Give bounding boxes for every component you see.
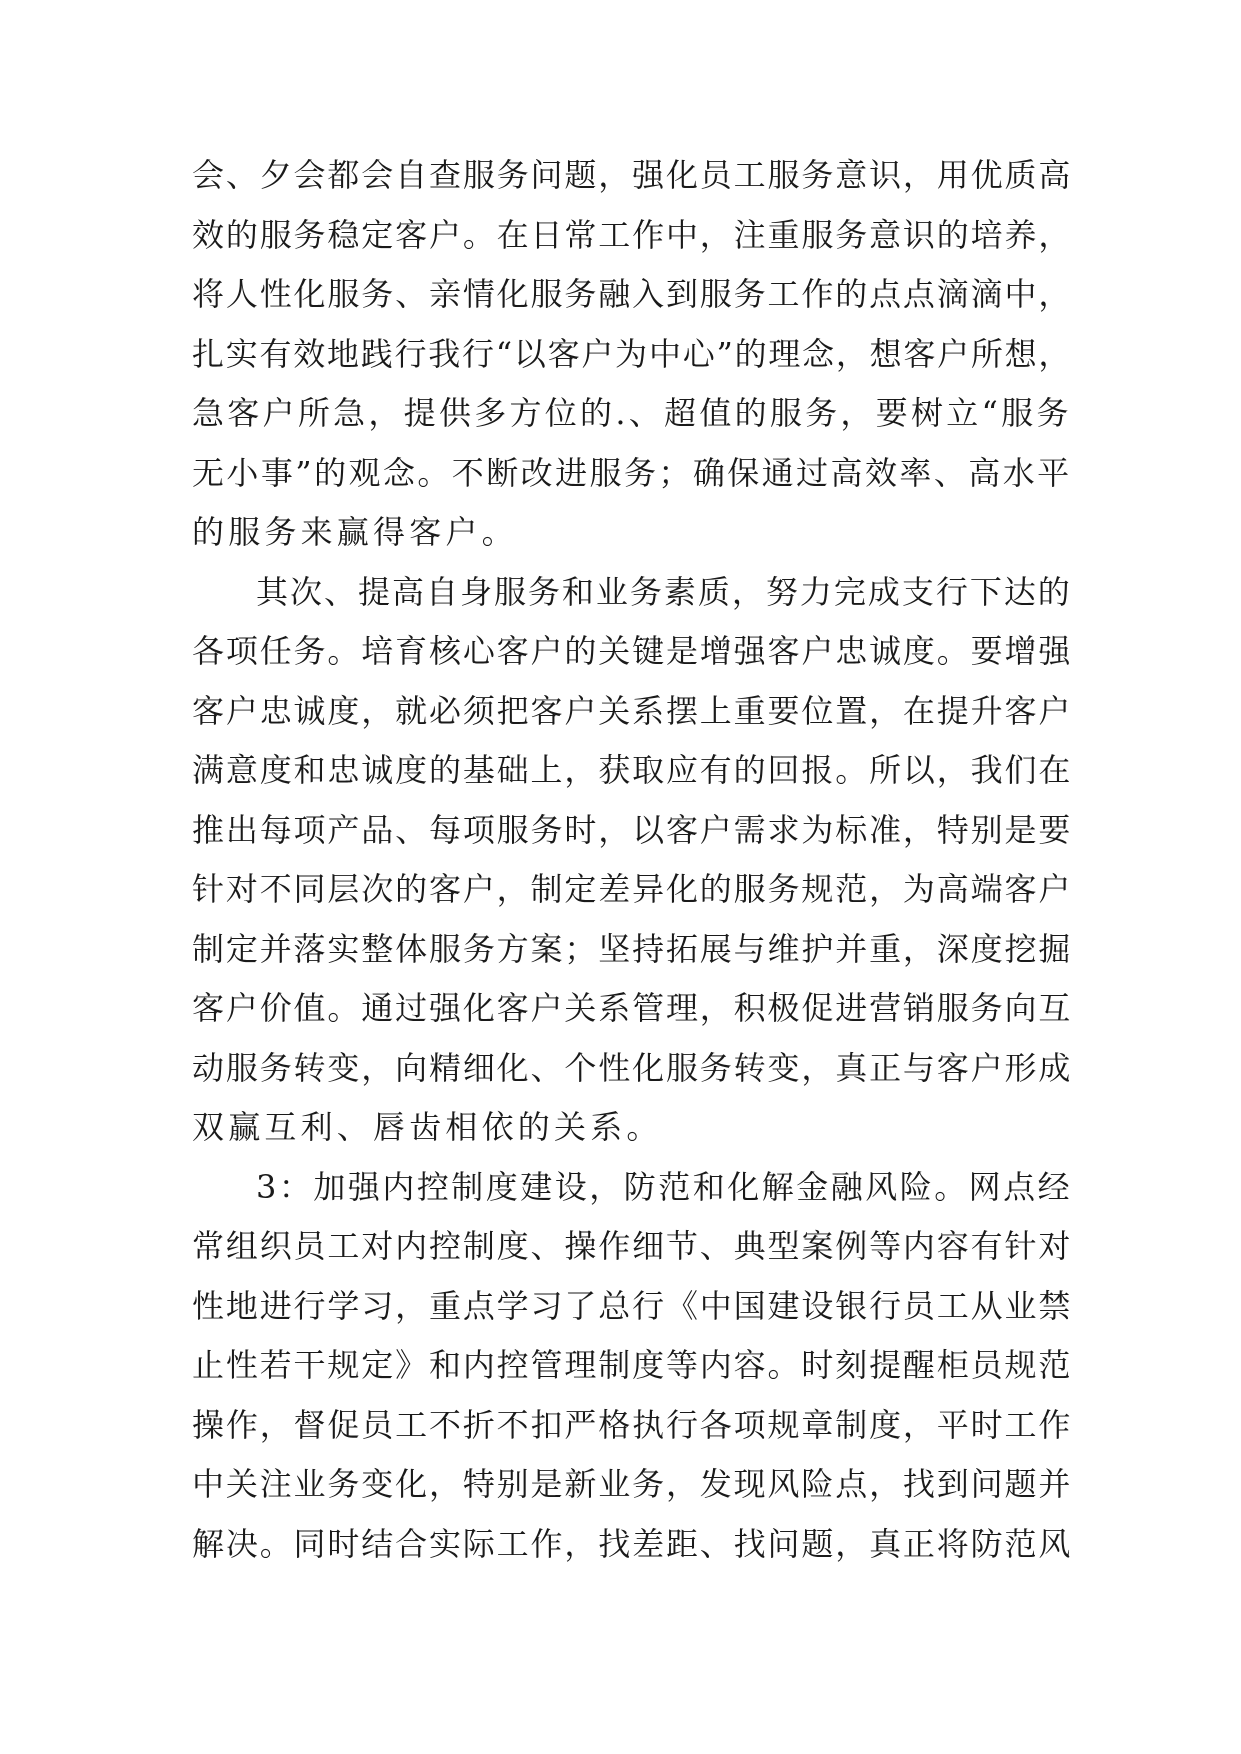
text-line: 针对不同层次的客户，制定差异化的服务规范，为高端客户 [192, 870, 1073, 908]
text-line: 中关注业务变化，特别是新业务，发现风险点，找到问题并 [192, 1465, 1073, 1503]
text-line: 3：加强内控制度建设，防范和化解金融风险。网点经 [256, 1167, 1073, 1206]
text-line: 的服务来赢得客户。 [192, 513, 518, 551]
text-line: 止性若干规定》和内控管理制度等内容。时刻提醒柜员规范 [192, 1346, 1073, 1384]
text-line: 解决。同时结合实际工作，找差距、找问题，真正将防范风 [192, 1524, 1073, 1563]
text-line: 动服务转变，向精细化、个性化服务转变，真正与客户形成 [192, 1048, 1073, 1087]
text-line: 性地进行学习，重点学习了总行《中国建设银行员工从业禁 [192, 1286, 1073, 1325]
text-line: 扎实有效地践行我行“以客户为中心”的理念，想客户所想， [192, 334, 1073, 373]
text-line: 推出每项产品、每项服务时，以客户需求为标准，特别是要 [192, 810, 1073, 849]
text-line: 急客户所急，提供多方位的.、超值的服务，要树立“服务 [192, 394, 1072, 432]
text-line: 效的服务稳定客户。在日常工作中，注重服务意识的培养， [192, 215, 1073, 254]
text-line: 常组织员工对内控制度、操作细节、典型案例等内容有针对 [192, 1227, 1073, 1265]
text-line: 制定并落实整体服务方案；坚持拓展与维护并重，深度挖掘 [192, 929, 1073, 968]
text-line: 各项任务。培育核心客户的关键是增强客户忠诚度。要增强 [192, 632, 1073, 670]
text-line: 双赢互利、唇齿相依的关系。 [192, 1108, 663, 1146]
text-line: 会、夕会都会自查服务问题，强化员工服务意识，用优质高 [192, 156, 1073, 194]
text-line: 将人性化服务、亲情化服务融入到服务工作的点点滴滴中， [192, 275, 1073, 313]
text-line: 其次、提高自身服务和业务素质，努力完成支行下达的 [256, 572, 1072, 611]
text-line: 客户价值。通过强化客户关系管理，积极促进营销服务向互 [192, 989, 1073, 1027]
text-line: 客户忠诚度，就必须把客户关系摆上重要位置，在提升客户 [192, 691, 1073, 730]
body-text [192, 146, 1072, 1574]
text-line: 无小事”的观念。不断改进服务；确保通过高效率、高水平 [192, 453, 1072, 492]
text-line: 满意度和忠诚度的基础上，获取应有的回报。所以，我们在 [192, 751, 1073, 789]
text-line: 操作，督促员工不折不扣严格执行各项规章制度，平时工作 [192, 1405, 1073, 1444]
